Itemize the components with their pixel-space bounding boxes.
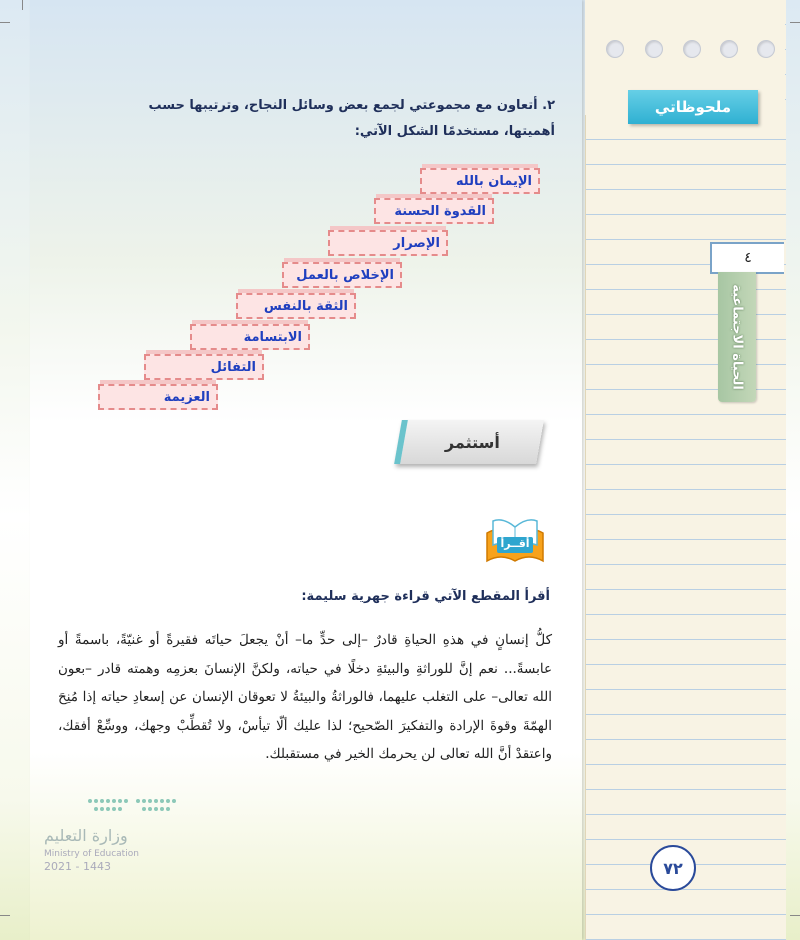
crop-mark	[22, 0, 23, 10]
question-text: ٢. أتعاون مع مجموعتي لجمع بعض وسائل النجاح، وترتيبها حسب أهميتها، مستخدمًا الشكل الآتي:	[148, 98, 555, 139]
stair-step: العزيمة	[98, 384, 218, 410]
crop-mark	[0, 915, 10, 916]
invest-banner	[394, 420, 544, 464]
read-label: أقــرأ	[500, 537, 530, 550]
stair-step: التفائل	[144, 354, 264, 380]
binder-hole	[757, 40, 775, 58]
instruction-text: أقرأ المقطع الآتي قراءة جهرية سليمة:	[301, 589, 550, 604]
notes-title: ملحوظاتي	[628, 90, 758, 124]
ministry-logo-dots	[86, 795, 178, 817]
crop-mark	[790, 22, 800, 23]
binder-hole	[683, 40, 701, 58]
unit-number-tab: ٤	[710, 242, 784, 274]
page-number: ٧٢	[650, 845, 696, 891]
reading-passage: كلُّ إنسانٍ في هذهِ الحياةِ قادرٌ –إلى حدٍّ ما– أنْ يجعلَ حياتَه فقيرةً أو غنيّةً، باسمةً أو عابسةً... نعم إنَّ للوراثةِ والبيئةِ دخلًا في حياته، ولكنَّ الإنسانَ بعزمِه وهمته قادر –بعون الله تعالى– على التغلب عليهما، فالوراثةُ والبيئةُ لا تعوقان الإنسان عن إسعادِ حياته إذا مُنِحَ الهمّةَ وقوةَ الإرادة والتفكيرَ الصّحيح؛ لذا عليك ألّا تيأسْ، ولا تُقطِّبْ وجهك، ووسِّعْ أفقك، واعتقدْ أنَّ الله تعالى لن يحرمك الخير في مستقبلك.	[58, 632, 552, 762]
stair-step: الإصرار	[328, 230, 448, 256]
binder-hole	[720, 40, 738, 58]
unit-title: الحياة الاجتماعية	[729, 284, 745, 390]
crop-mark	[0, 22, 10, 23]
binder-hole	[606, 40, 624, 58]
stair-step: القدوة الحسنة	[374, 198, 494, 224]
stair-step: الإيمان بالله	[420, 168, 540, 194]
crop-mark	[790, 915, 800, 916]
stair-step: الثقة بالنفس	[236, 293, 356, 319]
invest-label: أستثمر	[444, 432, 500, 452]
ministry-year: 2021 - 1443	[44, 860, 111, 873]
notes-panel	[585, 0, 786, 940]
ministry-name-arabic: وزارة التعليم	[44, 826, 128, 845]
binder-hole	[645, 40, 663, 58]
stair-step: الابتسامة	[190, 324, 310, 350]
ministry-name-english: Ministry of Education	[44, 849, 139, 859]
stair-step: الإخلاص بالعمل	[282, 262, 402, 288]
unit-title-label	[718, 272, 756, 402]
